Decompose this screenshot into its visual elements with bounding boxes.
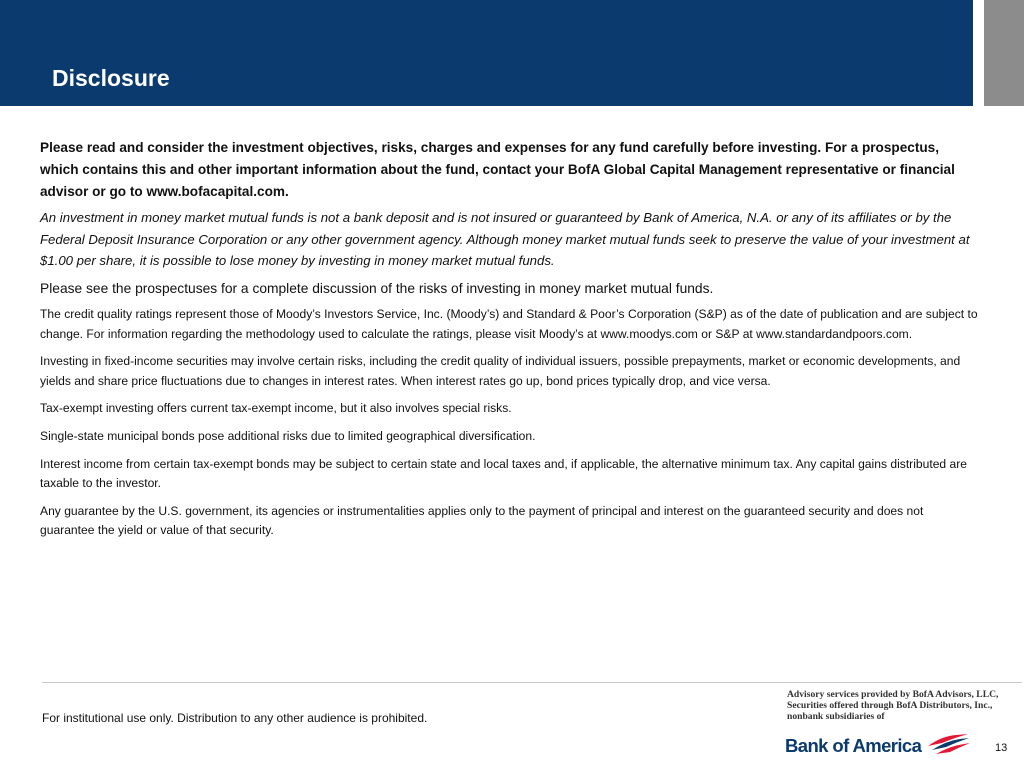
header-side-block <box>984 0 1024 106</box>
advisory-line: Securities offered through BofA Distributors, Inc., <box>787 700 993 711</box>
disclosure-content <box>40 137 980 541</box>
bank-of-america-logo <box>785 733 970 759</box>
tax-exempt-paragraph: Tax-exempt investing offers current tax-exempt income, but it also involves special risks. <box>40 401 512 416</box>
page-title: Disclosure <box>52 65 170 91</box>
prospectus-paragraph: Please read and consider the investment objectives, risks, charges and expenses for any fund carefully before investing. For a prospectus, which contains this and other important information about the fund, contact your BofA Global Capital Management representative or financial advisor or go to www.bofacapital.com. <box>40 140 955 199</box>
interest-income-paragraph: Interest income from certain tax-exempt bonds may be subject to certain state and local taxes and, if applicable, the alternative minimum tax. Any capital gains distributed are taxable to the investor. <box>40 456 967 491</box>
prospectuses-paragraph: Please see the prospectuses for a complete discussion of the risks of investing in money market mutual funds. <box>40 281 714 297</box>
advisory-line: nonbank subsidiaries of <box>787 711 885 722</box>
logo-text: Bank of America <box>785 735 922 756</box>
advisory-line: Advisory services provided by BofA Advisors, LLC, <box>787 689 999 700</box>
page-number: 13 <box>995 742 1008 754</box>
credit-ratings-paragraph: The credit quality ratings represent those of Moody’s Investors Service, Inc. (Moody’s) and Standard & Poor’s Corporation (S&P) as of the date of publication and are subject to change. For information regarding the methodology used to calculate the ratings, please visit Moody’s at www.moodys.com or S&P at www.standardandpoors.com. <box>40 307 978 341</box>
footer-divider <box>42 682 1022 683</box>
money-market-paragraph: An investment in money market mutual funds is not a bank deposit and is not insured or guaranteed by Bank of America, N.A. or any of its affiliates or by the Federal Deposit Insurance Corporation or any other government agency. Although money market mutual funds seek to preserve the value of your investment at $1.00 per share, it is possible to lose money by investing in money market mutual funds. <box>40 210 970 269</box>
fixed-income-paragraph: Investing in fixed-income securities may involve certain risks, including the credit quality of individual issuers, possible prepayments, market or economic developments, and yields and share price fluctuations due to changes in interest rates. When interest rates go up, bond prices typically drop, and vice versa. <box>40 354 961 388</box>
municipal-bonds-paragraph: Single-state municipal bonds pose additional risks due to limited geographical diversification. <box>40 429 536 444</box>
advisory-disclaimer <box>787 689 1012 722</box>
footer-note: For institutional use only. Distribution to any other audience is prohibited. <box>42 711 428 725</box>
bank-of-america-flag-icon <box>926 733 970 760</box>
government-guarantee-paragraph: Any guarantee by the U.S. government, its agencies or instrumentalities applies only to the payment of principal and interest on the guaranteed security and does not guarantee the yield or value of that security. <box>40 503 924 538</box>
